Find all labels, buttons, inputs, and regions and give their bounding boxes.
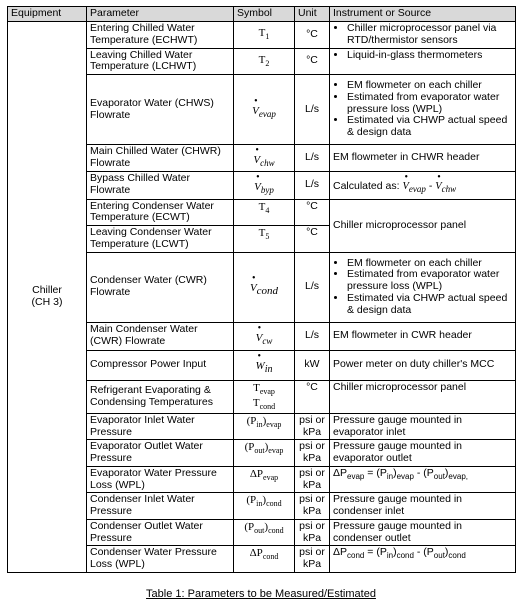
source-cell: EM flowmeter in CWR header — [330, 322, 516, 350]
symbol-cell: • $V_{byp}$ — [234, 171, 295, 199]
param-cell: Evaporator Water Pressure Loss (WPL) — [87, 466, 234, 493]
header-unit: Unit — [295, 7, 330, 22]
symbol-cell: • $W_{in}$ — [234, 350, 295, 380]
source-cell: Pressure gauge mounted in evaporator inlet — [330, 413, 516, 440]
unit-cell: psi or kPa — [295, 440, 330, 467]
symbol-cell: $(P_{out})_{cond}$ — [234, 519, 295, 546]
unit-cell: psi or kPa — [295, 466, 330, 493]
symbol-cell: $T_2$ — [234, 48, 295, 75]
source-cell: Pressure gauge mounted in condenser inlet — [330, 493, 516, 520]
unit-cell: psi or kPa — [295, 493, 330, 520]
source-cell: • EM flowmeter on each chiller • Estimated from evaporator water pressure loss (WPL) • Estimated via CHWP actual speed & design data — [330, 75, 516, 145]
table-caption: Table 1: Parameters to be Measured/Estimated — [146, 588, 376, 600]
unit-cell: °C — [295, 48, 330, 75]
source-cell: • Liquid-in-glass thermometers — [330, 48, 516, 75]
unit-cell: L/s — [295, 322, 330, 350]
param-cell: Bypass Chilled Water Flowrate — [87, 171, 234, 199]
unit-cell: kW — [295, 350, 330, 380]
param-cell: Leaving Chilled Water Temperature (LCHWT) — [87, 48, 234, 75]
unit-cell: °C — [295, 226, 330, 253]
unit-cell: psi or kPa — [295, 413, 330, 440]
parameters-table — [7, 6, 516, 573]
symbol-cell: $\Delta P_{cond}$ — [234, 546, 295, 573]
symbol-cell: • $V_{cw}$ — [234, 322, 295, 350]
symbol-cell: $T_1$ — [234, 22, 295, 49]
param-cell: Evaporator Water (CHWS) Flowrate — [87, 75, 234, 145]
param-cell: Main Condenser Water (CWR) Flowrate — [87, 322, 234, 350]
source-cell: $\Delta P_{cond} = (P_{in})_{cond} - (P_{out})_{cond}$ — [330, 546, 516, 573]
source-cell: EM flowmeter in CHWR header — [330, 145, 516, 172]
symbol-cell: $\Delta P_{evap}$ — [234, 466, 295, 493]
unit-cell: °C — [295, 22, 330, 49]
param-cell: Compressor Power Input — [87, 350, 234, 380]
table-header-row — [8, 7, 516, 22]
unit-cell: °C — [295, 199, 330, 226]
symbol-cell: • $V_{cond}$ — [234, 252, 295, 322]
unit-cell: psi or kPa — [295, 519, 330, 546]
table-row — [8, 22, 516, 49]
source-cell: $\Delta P_{evap} = (P_{in})_{evap} - (P_{out})_{evap,}$ — [330, 466, 516, 493]
source-cell: Pressure gauge mounted in evaporator outlet — [330, 440, 516, 467]
param-cell: Condenser Water (CWR) Flowrate — [87, 252, 234, 322]
header-instrument: Instrument or Source — [330, 7, 516, 22]
param-cell: Main Chilled Water (CHWR) Flowrate — [87, 145, 234, 172]
equipment-cell: Chiller (CH 3) — [8, 22, 87, 573]
unit-cell: L/s — [295, 171, 330, 199]
param-cell: Condenser Outlet Water Pressure — [87, 519, 234, 546]
header-symbol: Symbol — [234, 7, 295, 22]
param-cell: Entering Chilled Water Temperature (ECHWT) — [87, 22, 234, 49]
source-cell: • EM flowmeter on each chiller • Estimated from evaporator water pressure loss (WPL) • Estimated via CHWP actual speed & design data — [330, 252, 516, 322]
param-cell: Refrigerant Evaporating & Condensing Temperatures — [87, 380, 234, 413]
unit-cell: L/s — [295, 145, 330, 172]
symbol-cell: $(P_{in})_{evap}$ — [234, 413, 295, 440]
source-cell: Calculated as: • $V_{evap}$ - • $V_{chw}$ — [330, 171, 516, 199]
source-cell: Pressure gauge mounted in condenser outlet — [330, 519, 516, 546]
param-cell: Condenser Inlet Water Pressure — [87, 493, 234, 520]
symbol-cell: $(P_{in})_{cond}$ — [234, 493, 295, 520]
header-equipment: Equipment — [8, 7, 87, 22]
unit-cell: psi or kPa — [295, 546, 330, 573]
symbol-cell: $T_5$ — [234, 226, 295, 253]
unit-cell: °C — [295, 380, 330, 413]
source-cell: Power meter on duty chiller's MCC — [330, 350, 516, 380]
param-cell: Evaporator Outlet Water Pressure — [87, 440, 234, 467]
symbol-cell: $(P_{out})_{evap}$ — [234, 440, 295, 467]
source-cell: Chiller microprocessor panel — [330, 380, 516, 413]
param-cell: Evaporator Inlet Water Pressure — [87, 413, 234, 440]
unit-cell: L/s — [295, 252, 330, 322]
unit-cell: L/s — [295, 75, 330, 145]
param-cell: Leaving Condenser Water Temperature (LCWT) — [87, 226, 234, 253]
param-cell: Condenser Water Pressure Loss (WPL) — [87, 546, 234, 573]
symbol-cell: • $V_{evap}$ — [234, 75, 295, 145]
header-parameter: Parameter — [87, 7, 234, 22]
source-cell: • Chiller microprocessor panel via RTD/thermistor sensors — [330, 22, 516, 49]
param-cell: Entering Condenser Water Temperature (ECWT) — [87, 199, 234, 226]
symbol-cell: $T_{evap}$ $T_{cond}$ — [234, 380, 295, 413]
symbol-cell: $T_4$ — [234, 199, 295, 226]
source-cell: Chiller microprocessor panel — [330, 199, 516, 252]
symbol-cell: • $V_{chw}$ — [234, 145, 295, 172]
